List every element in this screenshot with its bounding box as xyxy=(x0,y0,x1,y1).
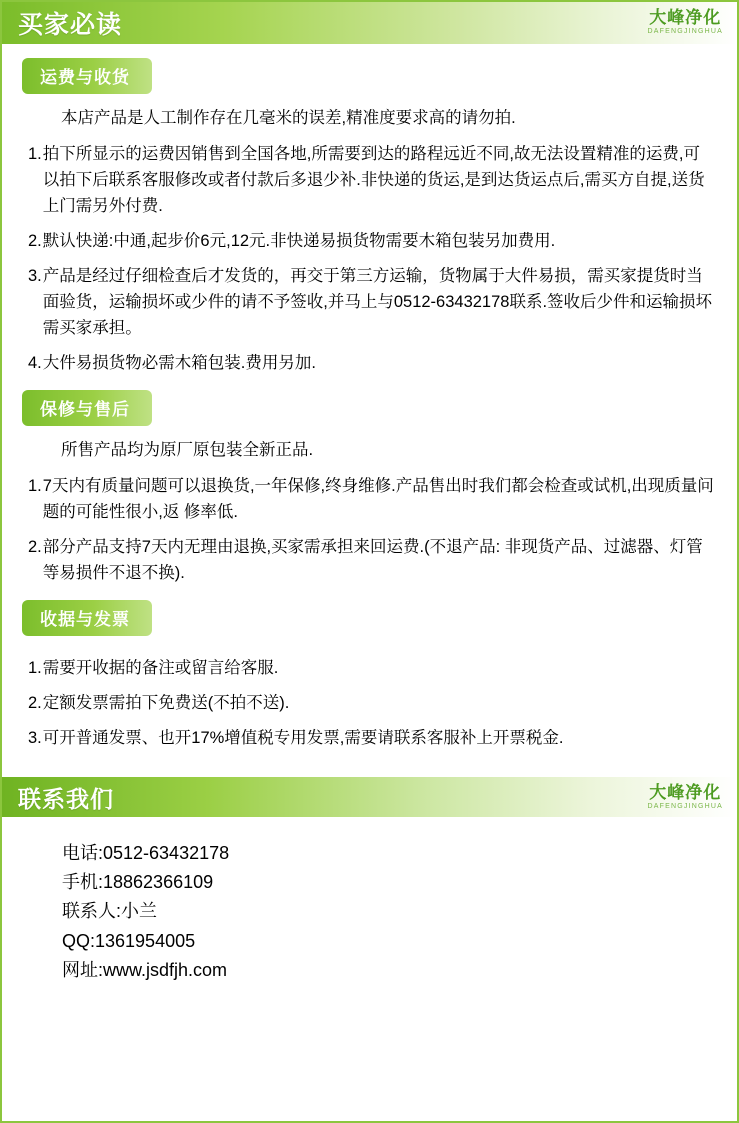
contact-list xyxy=(62,839,737,985)
section-body-shipping xyxy=(2,106,737,376)
list-item-number: 3. xyxy=(28,266,42,285)
contact-mobile: 手机:18862366109 xyxy=(62,872,214,893)
brand-logo-cn: 大峰净化 xyxy=(649,8,722,27)
list-item-text: 需要开收据的备注或留言给客服. xyxy=(42,658,279,677)
page-title: 买家必读 xyxy=(18,11,123,39)
list-item xyxy=(28,655,715,681)
list-item-number: 3. xyxy=(28,729,42,747)
contact-title: 联系我们 xyxy=(18,785,114,812)
list-item-text: 产品是经过仔细检查后才发货的，再交于第三方运输，货物属于大件易损，需买家提货时当面验货，运输损坏或少件的请不予签收,并马上与0512-63432178联系.签收后少件和运输损坏需买家承担。 xyxy=(42,266,713,337)
brand-logo-footer-cn: 大峰净化 xyxy=(649,783,722,803)
list-item-text: 可开普通发票、也开17%增值税专用发票,需要请联系客服补上开票税金. xyxy=(42,729,564,747)
list-item-number: 2. xyxy=(28,231,42,250)
list-item-text: 大件易损货物必需木箱包装.费用另加. xyxy=(42,354,316,372)
list-item xyxy=(28,350,715,376)
contact-banner xyxy=(2,777,737,817)
brand-logo-footer-en: DAFENGJINGHUA xyxy=(647,803,723,811)
section-body-invoice xyxy=(2,642,737,751)
list-item-number: 1. xyxy=(28,476,42,495)
list-item xyxy=(28,690,715,716)
list-item-text: 部分产品支持7天内无理由退换,买家需承担来回运费.(不退产品: 非现货产品、过滤器、灯管等易损件不退不换). xyxy=(42,537,703,582)
list-item-number: 2. xyxy=(28,693,42,712)
brand-logo xyxy=(648,9,724,35)
list-item-number: 1. xyxy=(28,144,42,163)
list-item-text: 默认快递:中通,起步价6元,12元.非快递易损货物需要木箱包装另加费用. xyxy=(42,231,556,250)
header-banner xyxy=(2,2,737,44)
list-item-number: 2. xyxy=(28,537,42,556)
contact-website: 网址:www.jsdfjh.com xyxy=(62,959,228,980)
list-item xyxy=(28,263,715,341)
section-heading-warranty: 保修与售后 xyxy=(22,390,152,426)
contact-phone: 电话:0512-63432178 xyxy=(62,843,230,864)
list-item-text: 7天内有质量问题可以退换货,一年保修,终身维修.产品售出时我们都会检查或试机,出现质量问题的可能性很小,返 修率低. xyxy=(42,476,714,521)
list-item xyxy=(28,228,715,254)
list-item-number: 1. xyxy=(28,658,42,677)
contact-person: 联系人:小兰 xyxy=(62,901,158,922)
list-item xyxy=(28,141,715,219)
section-body-warranty xyxy=(2,438,737,586)
list-item-text: 拍下所显示的运费因销售到全国各地,所需要到达的路程远近不同,故无法设置精准的运费,可以拍下后联系客服修改或者付款后多退少补.非快递的货运,是到达货运点后,需买方自提,送货上门需另外付费. xyxy=(42,144,705,215)
section-lead-warranty: 所售产品均为原厂原包装全新正品. xyxy=(61,441,314,460)
list-item xyxy=(28,473,715,525)
section-lead-shipping: 本店产品是人工制作存在几毫米的误差,精准度要求高的请勿拍. xyxy=(61,109,516,127)
section-heading-invoice: 收据与发票 xyxy=(22,600,152,636)
brand-logo-en: DAFENGJINGHUA xyxy=(647,28,723,35)
list-item-number: 4. xyxy=(28,354,42,372)
contact-qq: QQ:1361954005 xyxy=(62,930,196,951)
list-item-text: 定额发票需拍下免费送(不拍不送). xyxy=(42,693,290,712)
brand-logo-footer xyxy=(648,784,724,810)
list-item xyxy=(28,725,715,751)
list-item xyxy=(28,534,715,586)
section-heading-shipping: 运费与收货 xyxy=(22,58,152,94)
